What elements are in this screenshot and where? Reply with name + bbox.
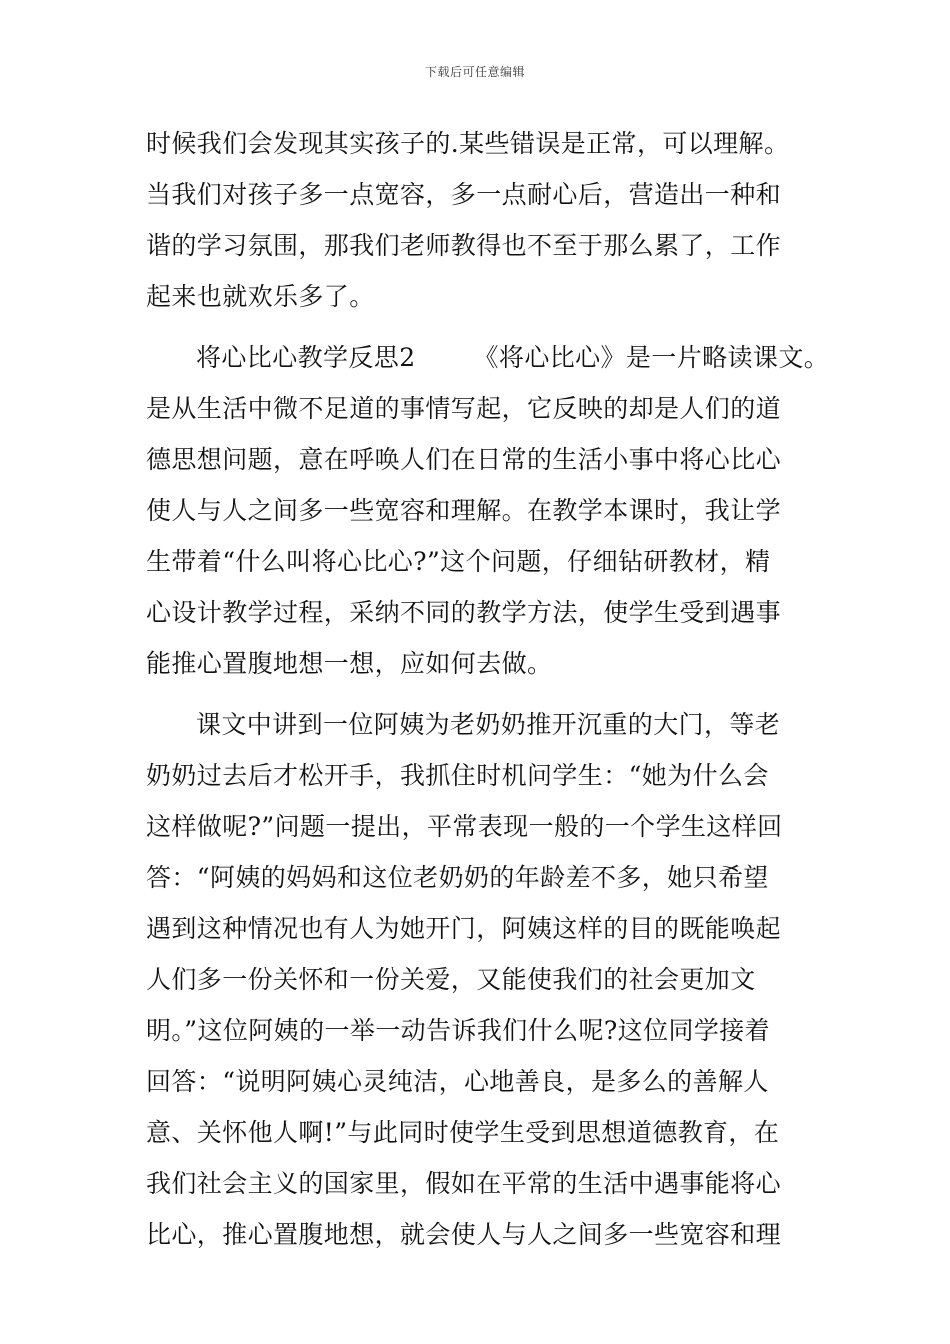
text-line: 心设计教学过程，采纳不同的教学方法，使学生受到遇事 (146, 598, 782, 627)
text-line: 是从生活中微不足道的事情写起，它反映的却是人们的道 (146, 394, 782, 423)
text-line: 生带着“什么叫将心比心?”这个问题，仔细钻研教材，精 (146, 547, 771, 576)
paragraph-1 (146, 124, 816, 328)
text-line: 回答：“说明阿姨心灵纯洁，心地善良，是多么的善解人 (146, 1067, 769, 1096)
text-line: 奶奶过去后才松开手，我抓住时机问学生：“她为什么会 (146, 761, 769, 790)
paragraph-3 (146, 705, 816, 1266)
paragraph-2 (146, 338, 830, 695)
text-line: 比心，推心置腹地想，就会使人与人之间多一些宽容和理 (146, 1220, 782, 1249)
section-heading-line (146, 338, 830, 389)
section-intro-text: 《将心比心》是一片略读课文。 (473, 343, 830, 372)
text-line: 能推心置腹地想一想，应如何去做。 (146, 649, 553, 678)
page-header-note: 下载后可任意编辑 (424, 65, 525, 79)
section-title: 将心比心教学反思2 (196, 343, 416, 372)
text-line: 明。”这位阿姨的一举一动告诉我们什么呢?这位同学接着 (146, 1016, 771, 1045)
document-body (146, 124, 830, 1266)
text-line: 当我们对孩子多一点宽容，多一点耐心后，营造出一种和 (146, 180, 782, 209)
text-line: 我们社会主义的国家里，假如在平常的生活中遇事能将心 (146, 1169, 782, 1198)
text-line: 遇到这种情况也有人为她开门，阿姨这样的目的既能唤起 (146, 914, 782, 943)
text-line: 意、关怀他人啊!”与此同时使学生受到思想道德教育，在 (146, 1118, 780, 1147)
text-line: 使人与人之间多一些宽容和理解。在教学本课时，我让学 (146, 496, 782, 525)
text-line: 谐的学习氛围，那我们老师教得也不至于那么累了，工作 (146, 231, 782, 260)
text-line: 这样做呢?”问题一提出，平常表现一般的一个学生这样回 (146, 812, 783, 841)
text-line: 课文中讲到一位阿姨为老奶奶推开沉重的大门，等老 (196, 710, 781, 739)
text-line: 德思想问题，意在呼唤人们在日常的生活小事中将心比心 (146, 445, 782, 474)
text-line: 起来也就欢乐多了。 (146, 282, 375, 311)
text-line: 时候我们会发现其实孩子的.某些错误是正常，可以理解。 (146, 129, 790, 158)
text-line: 答：“阿姨的妈妈和这位老奶奶的年龄差不多，她只希望 (146, 863, 769, 892)
text-line: 人们多一份关怀和一份关爱，又能使我们的社会更加文 (146, 965, 756, 994)
